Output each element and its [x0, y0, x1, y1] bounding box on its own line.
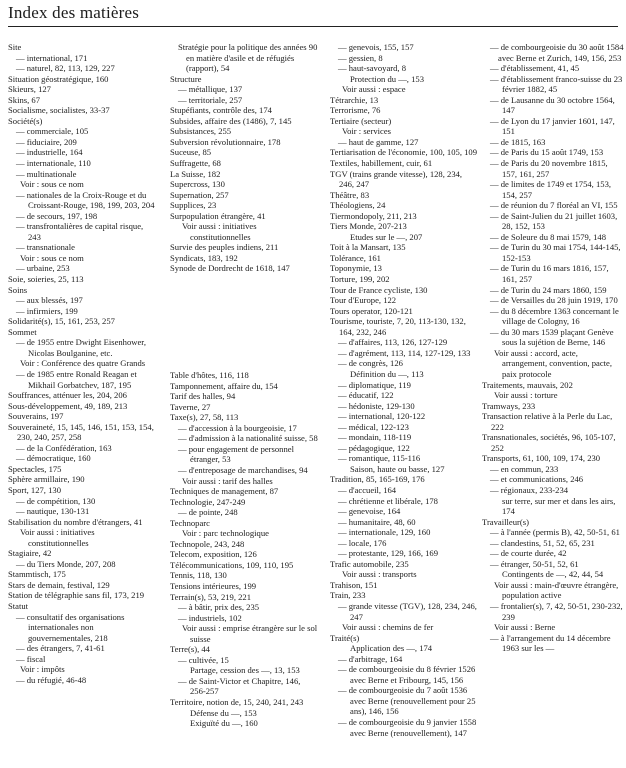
index-subentry: — d'agrément, 113, 114, 127-129, 133	[338, 347, 471, 358]
index-entry: Taxe(s), 27, 58, 113	[170, 412, 239, 423]
index-subentry: — haut de gamme, 127	[338, 136, 419, 147]
index-subentry: — fiscal	[16, 653, 46, 664]
index-subentry: — pour engagement de personnel étranger, 53	[178, 443, 294, 465]
index-subentry: Voir : impôts	[20, 664, 65, 675]
index-subentry: — de combourgeoisie du 7 août 1536 avec Berne (renouvellement pour 25 ans), 146, 156	[338, 685, 476, 717]
index-subentry: — éducatif, 122	[338, 390, 394, 401]
index-entry: Syndicats, 183, 192	[170, 252, 238, 263]
index-entry: Tertiarisation de l'économie, 100, 105, 109	[330, 147, 478, 158]
index-entry: Technologie, 247-249	[170, 496, 246, 507]
index-subentry: — consultatif des organisations internationales non gouvernementales, 218	[16, 611, 125, 643]
index-subentry: — du 30 mars 1539 plaçant Genève sous la sujétion de Berne, 146	[490, 326, 614, 348]
index-subentry: — de 1985 entre Ronald Reagan et Mikhail Gorbatchev, 187, 195	[16, 368, 137, 390]
index-subentry: — de combourgeoisie du 8 février 1526 avec Berne et Fribourg, 145, 156	[338, 664, 476, 685]
index-subentry: — d'accueil, 164	[338, 484, 397, 495]
index-subentry: — nationales de la Croix-Rouge et du Croissant-Rouge, 198, 199, 203, 204	[16, 189, 155, 211]
index-entry: Traitements, mauvais, 202	[482, 379, 573, 390]
index-entry: Telecom, exposition, 126	[170, 549, 257, 560]
index-subentry: sur terre, sur mer et dans les airs, 174	[502, 495, 616, 517]
index-entry: Théologiens, 24	[330, 200, 386, 211]
index-entry: Socialisme, socialistes, 33-37	[8, 105, 110, 116]
index-entry: Survie des peuples indiens, 211	[170, 242, 279, 253]
index-entry: Statut	[8, 600, 29, 611]
index-entry: Spectacles, 175	[8, 463, 62, 474]
index-subentry: — à l'arrangement du 14 décembre 1963 sur les —	[490, 632, 611, 654]
index-subentry: Voir : sous ce nom	[20, 252, 84, 263]
index-subentry: — locale, 176	[338, 537, 387, 548]
index-column-1	[8, 42, 156, 685]
index-subentry: Définition du —, 113	[350, 368, 424, 379]
index-subentry: — chrétienne et libérale, 178	[338, 495, 438, 506]
index-entry: Structure	[170, 73, 202, 84]
index-subentry: — d'entreposage de marchandises, 94	[178, 464, 308, 475]
index-entry: Soins	[8, 284, 28, 295]
index-subentry: — de Paris du 20 novembre 1815, 157, 161, 257	[490, 158, 608, 179]
index-entry: Taverne, 27	[170, 401, 211, 412]
index-entry: Transaction relative à la Perle du Lac, 222	[482, 411, 613, 432]
index-entry: Supplices, 23	[170, 200, 217, 211]
index-entry: Table d'hôtes, 116, 118	[170, 370, 249, 381]
index-entry: Suceuse, 85	[170, 147, 212, 158]
index-subentry: — de Soleure du 8 mai 1579, 148	[490, 231, 606, 242]
index-subentry: Voir aussi : initiatives constitutionnelles	[20, 527, 95, 548]
index-subentry: — aux blessés, 197	[16, 295, 83, 306]
page-title: Index des matières	[8, 3, 140, 22]
index-subentry: — hédoniste, 129-130	[338, 400, 415, 411]
column-spacer	[170, 274, 318, 370]
index-subentry: — à l'année (permis B), 42, 50-51, 61	[490, 527, 620, 538]
index-subentry: Voir aussi : emprise étrangère sur le sol suisse	[182, 623, 318, 644]
index-subentry: — de Saint-Julien du 21 juillet 1603, 28, 152, 153	[490, 210, 618, 232]
index-entry: Synode de Dordrecht de 1618, 147	[170, 263, 290, 274]
index-entry: Subsides, affaire des (1486), 7, 145	[170, 115, 292, 126]
index-subentry: Protection du —, 153	[350, 73, 424, 84]
index-entry: Souverains, 197	[8, 411, 64, 422]
index-subentry: Voir : sous ce nom	[20, 179, 84, 190]
index-subentry: Voir aussi : espace	[342, 84, 406, 95]
index-subentry: — de la Confédération, 163	[16, 442, 112, 453]
index-subentry: — de 1955 entre Dwight Eisenhower, Nicolas Boulganine, etc.	[16, 337, 146, 358]
index-entry: Techniques de management, 87	[170, 486, 279, 497]
index-subentry: — genevois, 155, 157	[338, 42, 414, 52]
index-subentry: — international, 171	[16, 52, 88, 63]
index-entry: Tamponnement, affaire du, 154	[170, 380, 278, 391]
index-subentry: Contingents de —, 42, 44, 54	[502, 569, 604, 580]
index-entry: Terrain(s), 53, 219, 221	[170, 591, 252, 602]
index-subentry: — de congrès, 126	[338, 358, 403, 369]
index-entry: Skieurs, 127	[8, 84, 51, 95]
index-subentry: — démocratique, 160	[16, 453, 91, 464]
index-subentry: — de Turin du 16 mars 1816, 157, 161, 257	[490, 263, 609, 285]
index-subentry: Voir aussi : accord, acte, arrangement, convention, pacte, paix protocole	[494, 347, 612, 379]
index-entry: Sommet	[8, 326, 37, 337]
index-entry: Tour d'Europe, 122	[330, 295, 397, 306]
index-subentry: — d'affaires, 113, 126, 127-129	[338, 337, 448, 348]
index-entry: Situation géostratégique, 160	[8, 73, 109, 84]
index-subentry: — clandestins, 51, 52, 65, 231	[490, 537, 595, 548]
index-subentry: — de compétition, 130	[16, 495, 96, 506]
index-subentry: — romantique, 115-116	[338, 453, 421, 464]
index-subentry: — industrielle, 164	[16, 147, 83, 158]
index-entry: Tolérance, 161	[330, 252, 381, 263]
index-entry: Subsistances, 255	[170, 126, 232, 137]
index-entry: Sport, 127, 130	[8, 484, 61, 495]
index-subentry: — du 8 décembre 1363 concernant le village de Cologny, 16	[490, 305, 619, 327]
index-entry: Stammtisch, 175	[8, 569, 66, 580]
index-subentry: — de courte durée, 42	[490, 548, 567, 559]
index-subentry: — mondain, 118-119	[338, 432, 412, 443]
index-subentry: — genevoise, 164	[338, 506, 401, 517]
index-entry: Supernation, 257	[170, 189, 229, 200]
index-subentry: — internationale, 110	[16, 158, 91, 169]
index-entry: Trafic automobile, 235	[330, 558, 409, 569]
index-entry: Trahison, 151	[330, 579, 378, 590]
index-subentry: — de réunion du 7 floréal an VI, 155	[490, 200, 618, 211]
index-subentry: — d'arbitrage, 164	[338, 653, 403, 664]
index-entry: Toit à la Mansart, 135	[330, 242, 406, 253]
index-subentry: — cultivée, 15	[178, 654, 229, 665]
index-subentry: — transfrontalières de capital risque, 243	[16, 221, 144, 242]
index-entry: Théâtre, 83	[330, 189, 370, 200]
index-column-4	[482, 42, 624, 654]
index-entry: Surpopulation étrangère, 41	[170, 210, 266, 221]
index-entry: Tensions intérieures, 199	[170, 580, 257, 591]
index-entry: Territoire, notion de, 15, 240, 241, 243	[170, 696, 304, 707]
index-subentry: — frontalier(s), 7, 42, 50-51, 230-232, 239	[490, 600, 623, 622]
index-subentry: Défense du —, 153	[190, 707, 257, 718]
index-subentry: — de combourgeoisie du 9 janvier 1558 avec Berne (renouvellement), 147	[338, 717, 477, 738]
index-entry: Travailleur(s)	[482, 516, 529, 527]
index-subentry: — de Versailles du 28 juin 1919, 170	[490, 295, 618, 306]
index-entry: Transnationales, sociétés, 96, 105-107, 252	[482, 432, 616, 453]
index-entry: Subversion révolutionnaire, 178	[170, 136, 281, 147]
index-subentry: Voir aussi : chemins de fer	[342, 622, 434, 633]
index-subentry: — pédagogique, 122	[338, 442, 410, 453]
index-entry: Site	[8, 42, 22, 52]
index-entry: Technopole, 243, 248	[170, 538, 245, 549]
index-entry: TGV (trains grande vitesse), 128, 234, 246, 247	[330, 168, 463, 190]
index-subentry: — urbaine, 253	[16, 263, 70, 274]
index-subentry: — de Lyon du 17 janvier 1601, 147, 151	[490, 115, 615, 137]
index-entry: Tétrarchie, 13	[330, 94, 379, 105]
index-entry: Suffragette, 68	[170, 158, 221, 169]
index-subentry: — international, 120-122	[338, 411, 426, 422]
index-entry: Stabilisation du nombre d'étrangers, 41	[8, 516, 143, 527]
index-entry: Toponymie, 13	[330, 263, 382, 274]
index-entry: Terre(s), 44	[170, 644, 210, 655]
index-subentry: — du réfugié, 46-48	[16, 674, 87, 685]
index-subentry: — d'accession à la bourgeoisie, 17	[178, 422, 297, 433]
index-subentry: — de Saint-Victor et Chapitre, 146, 256-257	[178, 675, 301, 697]
index-entry: Transports, 61, 100, 109, 174, 230	[482, 453, 601, 464]
index-entry: Skins, 67	[8, 94, 40, 105]
index-entry: Souveraineté, 15, 145, 146, 151, 153, 154, 230, 240, 257, 258	[8, 421, 154, 443]
index-entry: Train, 233	[330, 590, 366, 601]
index-subentry: — grande vitesse (TGV), 128, 234, 246, 247	[338, 600, 477, 622]
index-subentry: — de pointe, 248	[178, 507, 238, 518]
index-entry: Télécommunications, 109, 110, 195	[170, 559, 294, 570]
index-subentry: Voir : services	[342, 126, 392, 137]
index-subentry: Voir aussi : Berne	[494, 622, 556, 633]
index-subentry: — territoriale, 257	[178, 94, 243, 105]
index-subentry: — commerciale, 105	[16, 126, 89, 137]
index-entry: Technoparc	[170, 517, 210, 528]
index-entry: Stars de demain, festival, 129	[8, 579, 110, 590]
index-subentry: Voir aussi : initiatives constitutionnelles	[182, 221, 257, 242]
index-entry: Tiers Monde, 207-213	[330, 221, 407, 232]
index-entry: Souffrances, atténuer les, 204, 206	[8, 390, 127, 401]
index-subentry: — diplomatique, 119	[338, 379, 411, 390]
index-subentry: — médical, 122-123	[338, 421, 409, 432]
index-subentry: Voir aussi : main-d'œuvre étrangère, population active	[494, 579, 619, 601]
index-subentry: — de secours, 197, 198	[16, 210, 98, 221]
index-subentry: — infirmiers, 199	[16, 305, 78, 316]
index-subentry: — étranger, 50-51, 52, 61	[490, 558, 579, 569]
index-column-2	[170, 42, 318, 729]
index-subentry: — de Lausanne du 30 octobre 1564, 147	[490, 94, 615, 116]
index-entry: Sous-développement, 49, 189, 213	[8, 400, 128, 411]
index-subentry: — des étrangers, 7, 41-61	[16, 643, 105, 654]
index-subentry: — de combourgeoisie du 30 août 1584 avec Berne et Zurich, 149, 156, 253	[490, 42, 624, 63]
index-subentry: Application des —, 174	[350, 643, 433, 654]
index-entry: Tertiaire (secteur)	[330, 115, 392, 126]
index-subentry: — protestante, 129, 166, 169	[338, 548, 439, 559]
index-entry: Station de télégraphie sans fil, 173, 219	[8, 590, 145, 601]
index-entry: Tourisme, touriste, 7, 20, 113-130, 132, 164, 232, 246	[330, 316, 466, 337]
index-subentry: — de Turin du 30 mai 1754, 144-145, 152-153	[490, 242, 621, 263]
index-subentry: — du Tiers Monde, 207, 208	[16, 558, 116, 569]
index-entry: Textiles, habillement, cuir, 61	[330, 158, 433, 169]
index-entry: Stupéfiants, contrôle des, 174	[170, 105, 272, 116]
index-entry: Torture, 199, 202	[330, 274, 390, 285]
index-subentry: Voir aussi : tarif des halles	[182, 475, 273, 486]
index-subentry: — multinationale	[16, 168, 77, 179]
page-header	[8, 2, 618, 27]
index-entry: Sphère armillaire, 190	[8, 474, 85, 485]
index-subentry: Saison, haute ou basse, 127	[350, 463, 445, 474]
index-subentry: Exiguïté du —, 160	[190, 718, 258, 729]
index-entry: Supercross, 130	[170, 179, 225, 190]
index-subentry: — humanitaire, 48, 60	[338, 516, 416, 527]
index-entry: Terrorisme, 76	[330, 105, 381, 116]
index-subentry: Etudes sur le —, 207	[350, 231, 423, 242]
index-subentry: — industriels, 102	[178, 612, 242, 623]
index-subentry: — en commun, 233	[490, 463, 559, 474]
index-subentry: Partage, cession des —, 13, 153	[190, 665, 300, 676]
index-entry: Stratégie pour la politique des années 90 en matière d'asile et de réfugiés (rapport), 54	[178, 42, 318, 74]
index-subentry: — internationale, 129, 160	[338, 527, 431, 538]
index-entry: Tour de France cycliste, 130	[330, 284, 428, 295]
index-subentry: — et communications, 246	[490, 474, 584, 485]
index-subentry: Voir aussi : torture	[494, 390, 558, 401]
index-entry: Soie, soieries, 25, 113	[8, 274, 84, 285]
index-entry: Solidarité(s), 15, 161, 253, 257	[8, 316, 115, 327]
index-entry: Tramways, 233	[482, 400, 536, 411]
index-subentry: — de Paris du 15 août 1749, 153	[490, 147, 604, 158]
index-subentry: — naturel, 82, 113, 129, 227	[16, 63, 115, 74]
index-subentry: — d'établissement, 41, 45	[490, 63, 580, 74]
index-subentry: — nautique, 130-131	[16, 506, 90, 517]
index-subentry: Voir aussi : transports	[342, 569, 417, 580]
index-subentry: — d'admission à la nationalité suisse, 58	[178, 433, 318, 444]
index-subentry: — de 1815, 163	[490, 136, 546, 147]
index-subentry: — de Turin du 24 mars 1860, 159	[490, 284, 607, 295]
index-entry: Société(s)	[8, 115, 43, 126]
index-subentry: — à bâtir, prix des, 235	[178, 602, 260, 613]
index-subentry: — fiduciaire, 209	[16, 136, 77, 147]
index-entry: La Suisse, 182	[170, 168, 221, 179]
index-subentry: — d'établissement franco-suisse du 23 février 1882, 45	[490, 73, 623, 95]
index-entry: Tradition, 85, 165-169, 176	[330, 474, 425, 485]
index-subentry: Voir : Conférence des quatre Grands	[20, 358, 146, 369]
index-subentry: — régionaux, 233-234	[490, 484, 569, 495]
index-subentry: Voir : parc technologique	[182, 528, 269, 539]
index-entry: Tarif des halles, 94	[170, 391, 236, 402]
index-subentry: — transnationale	[16, 242, 75, 253]
index-column-3	[330, 42, 478, 738]
index-subentry: — métallique, 137	[178, 84, 243, 95]
index-entry: Tiermondopoly, 211, 213	[330, 210, 417, 221]
index-entry: Tours operator, 120-121	[330, 305, 413, 316]
index-entry: Traité(s)	[330, 632, 360, 643]
index-entry: Tennis, 118, 130	[170, 570, 227, 581]
index-subentry: — de limites de 1749 et 1754, 153, 154, 257	[490, 179, 612, 200]
index-subentry: — haut-savoyard, 8	[338, 63, 407, 74]
index-subentry: — gessien, 8	[338, 52, 383, 63]
index-entry: Stagiaire, 42	[8, 548, 52, 559]
